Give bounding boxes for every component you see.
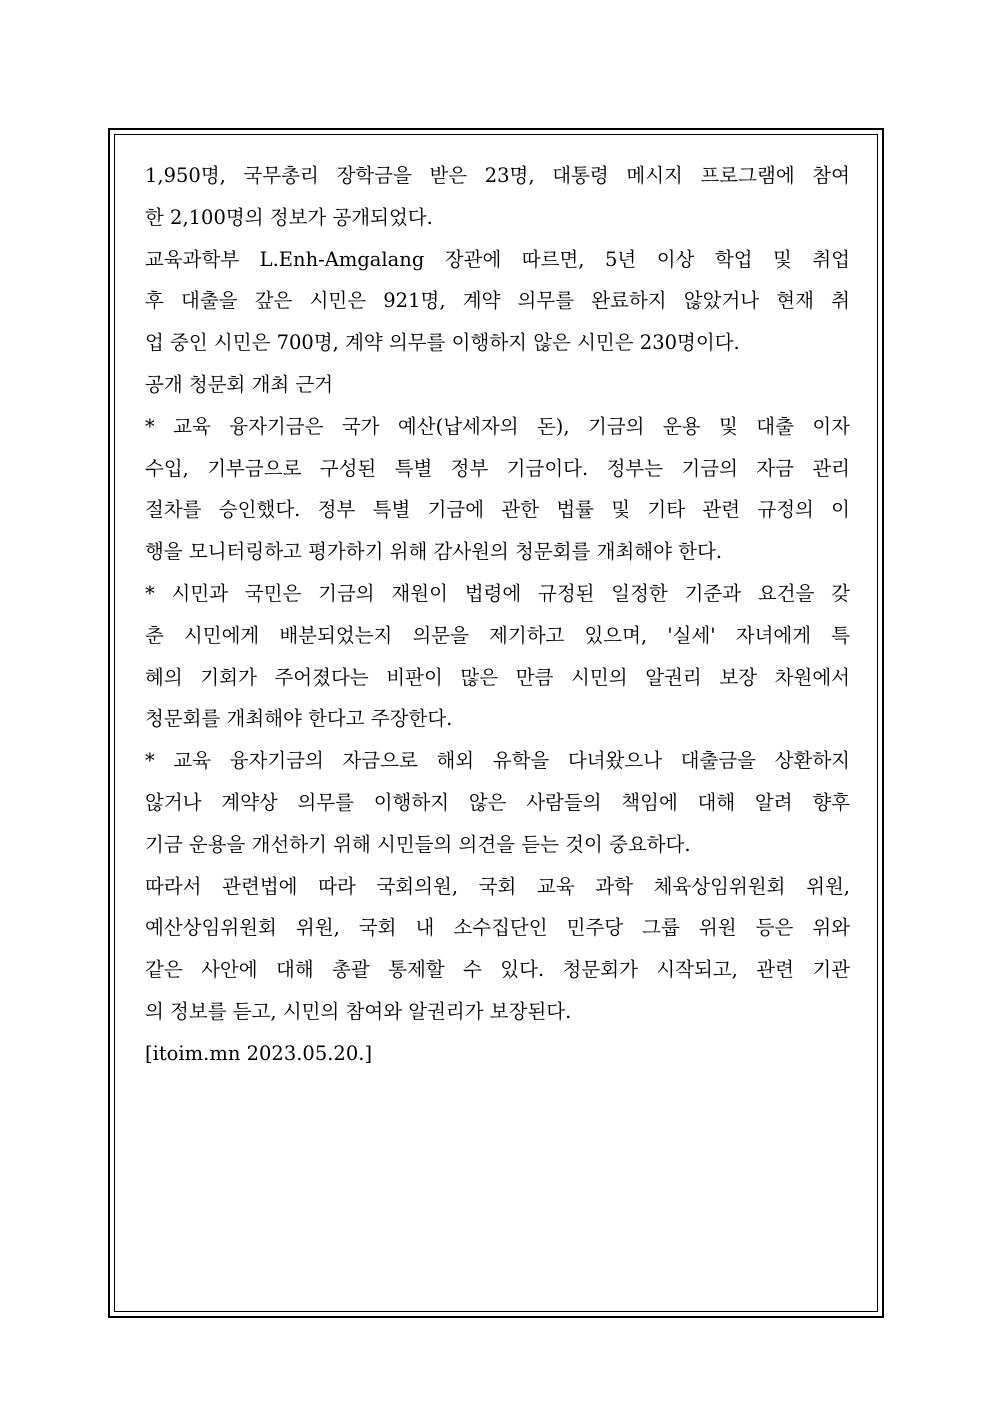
- text-line: 행을 모니터링하고 평가하기 위해 감사원의 청문회를 개최해야 한다.: [145, 540, 723, 564]
- bullet-paragraph-citizens-concern: [145, 573, 850, 740]
- text-line: 기금 운용을 개선하기 위해 시민들의 의견을 듣는 것이 중요하다.: [145, 832, 691, 856]
- section-heading: [145, 364, 850, 406]
- paragraph-statistics-continued: [145, 155, 850, 239]
- text-line: 의 정보를 듣고, 시민의 참여와 알권리가 보장된다.: [145, 999, 572, 1023]
- text-line: 절차를 승인했다. 정부 특별 기금에 관한 법률 및 기타 관련 규정의 이: [145, 498, 850, 522]
- paragraph-conclusion: [145, 866, 850, 1033]
- text-line: * 교육 융자기금의 자금으로 해외 유학을 다녀왔으나 대출금을 상환하지: [145, 749, 850, 773]
- text-line: 한 2,100명의 정보가 공개되었다.: [145, 205, 433, 229]
- bullet-paragraph-fund-composition: [145, 406, 850, 573]
- text-line: 따라서 관련법에 따라 국회의원, 국회 교육 과학 체육상임위원회 위원,: [145, 874, 850, 898]
- document-body: [145, 155, 850, 1075]
- document-frame-inner: [114, 134, 878, 1312]
- document-frame-outer: [108, 128, 884, 1318]
- text-line: 춘 시민에게 배분되었는지 의문을 제기하고 있으며, '실세' 자녀에게 특: [145, 623, 850, 647]
- text-line: 청문회를 개최해야 한다고 주장한다.: [145, 707, 453, 731]
- text-line: 1,950명, 국무총리 장학금을 받은 23명, 대통령 메시지 프로그램에 참여: [145, 164, 850, 187]
- bullet-paragraph-accountability: [145, 740, 850, 865]
- text-line: 교육과학부 L.Enh-Amgalang 장관에 따르면, 5년 이상 학업 및 취업: [145, 247, 850, 271]
- source-citation: [145, 1033, 850, 1075]
- text-line: 같은 사안에 대해 총괄 통제할 수 있다. 청문회가 시작되고, 관련 기관: [145, 958, 850, 982]
- text-line: 않거나 계약상 의무를 이행하지 않은 사람들의 책임에 대해 알려 향후: [145, 790, 850, 814]
- text-line: 공개 청문회 개최 근거: [145, 372, 334, 396]
- text-line: 예산상임위원회 위원, 국회 내 소수집단인 민주당 그룹 위원 등은 위와: [145, 916, 850, 940]
- text-line: * 교육 융자기금은 국가 예산(납세자의 돈), 기금의 운용 및 대출 이자: [145, 414, 850, 438]
- text-line: 후 대출을 갚은 시민은 921명, 계약 의무를 완료하지 않았거나 현재 취: [145, 289, 850, 313]
- text-line: 혜의 기회가 주어졌다는 비판이 많은 만큼 시민의 알권리 보장 차원에서: [145, 665, 850, 689]
- text-line: [itoim.mn 2023.05.20.]: [145, 1041, 373, 1065]
- text-line: 수입, 기부금으로 구성된 특별 정부 기금이다. 정부는 기금의 자금 관리: [145, 456, 850, 480]
- text-line: 업 중인 시민은 700명, 계약 의무를 이행하지 않은 시민은 230명이다.: [145, 331, 740, 355]
- text-line: * 시민과 국민은 기금의 재원이 법령에 규정된 일정한 기준과 요건을 갖: [145, 581, 850, 605]
- paragraph-minister-statement: [145, 239, 850, 364]
